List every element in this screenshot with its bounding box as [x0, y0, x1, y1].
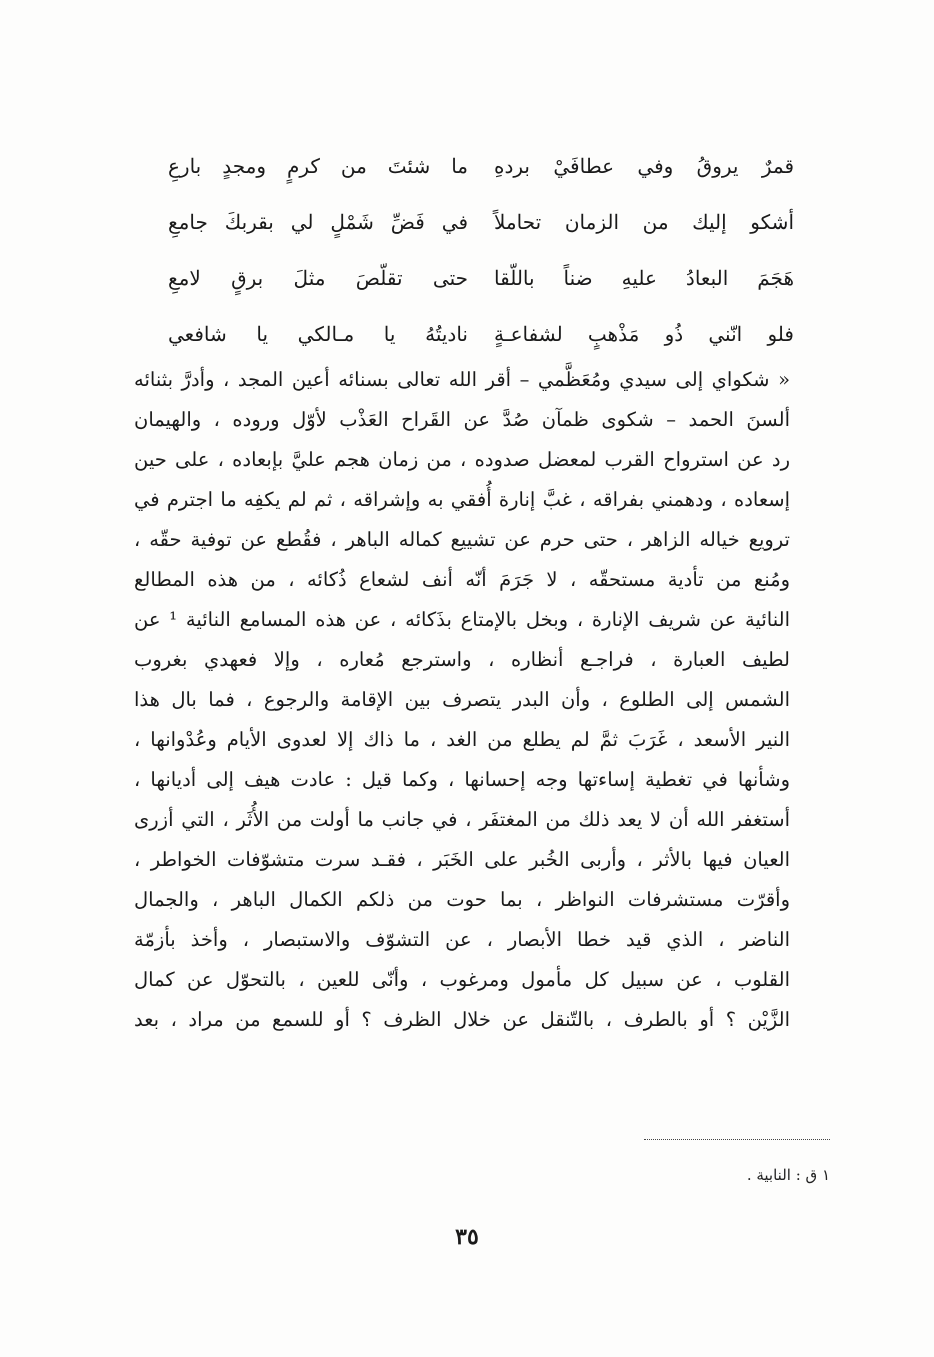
- prose-line: إسعاده ، ودهمني بفراقه ، غبَّ إنارة أُفقي به وإشراقه ، ثم لم يكفِه ما اجترم في: [134, 488, 790, 511]
- prose-line: القلوب ، عن سبيل كل مأمول ومرغوب ، وأنّى للعين ، بالتحوّل عن كمال: [134, 968, 790, 991]
- prose-line: ألسنَ الحمد – شكوى ظمآن صُدَّ عن القَراح العَذْب لأوّل وروده ، والهيمان: [134, 408, 790, 431]
- prose-line: النائية عن شريف الإنارة ، وبخل بالإمتاع بذَكائه ، عن هذه المسامع النائية ¹ عن: [134, 608, 790, 631]
- verse-3-first-hemistich: هَجَمَ البعادُ عليهِ ضناً باللّقا: [494, 266, 794, 290]
- verse-2: [168, 194, 794, 250]
- verse-1: [168, 138, 794, 194]
- prose-line: « شكواي إلى سيدي ومُعَظَّمي – أقر الله تعالى بسنائه أعين المجد ، وأدرَّ بثنائه: [134, 368, 790, 391]
- prose-line: الناضر ، الذي قيد خطا الأبصار ، عن التشوّف والاستبصار ، وأخذ بأزمّة: [134, 928, 790, 951]
- prose-line: ومُنع من تأدية مستحقّه ، لا جَرَمَ أنّه أنف لشعاع ذُكائه ، من هذه المطالع: [134, 568, 790, 591]
- prose-line: العيان فيها بالأثر ، وأربى الخُبر على الخَبَر ، فقـد سرت متشوّفات الخواطر ،: [134, 848, 790, 871]
- prose-line: رد عن استرواح القرب لمعضل صدوده ، من زمان هجم عليَّ بإبعاده ، على حين: [134, 448, 790, 471]
- prose-line: ترويع خياله الزاهر ، حتى حرم عن تشييع كماله الباهر ، فقُطع عن توفية حقّه ،: [134, 528, 790, 551]
- prose-line: الشمس إلى الطلوع ، وأن البدر يتصرف بين الإقامة والرجوع ، فما بال هذا: [134, 688, 790, 711]
- prose-line: أستغفر الله أن لا يعد ذلك من المغتفَر ، في جانب ما أولت من الأُثَر ، التي أزرى: [134, 808, 790, 831]
- verse-1-second-hemistich: ما شئتَ من كرمٍ ومجدٍ بارعِ: [168, 154, 468, 178]
- poem-block: [168, 138, 794, 362]
- prose-line: وشأنها في تغطية إساءتها وجه إحسانها ، وكما قيل : عادت هيف إلى أديانها ،: [134, 768, 790, 791]
- verse-2-first-hemistich: أشكو إليك من الزمان تحاملاً: [494, 210, 794, 234]
- footnote-divider: [644, 1139, 830, 1140]
- verse-1-first-hemistich: قمرٌ يروقُ وفي عطافَيْ بردهِ: [494, 154, 794, 178]
- verse-3: [168, 250, 794, 306]
- prose-line: النير الأسعد ، غَرَبَ ثمَّ لم يطلع من الغد ، ما ذاك إلا لعدوى الأيام وعُدْوانها ،: [134, 728, 790, 751]
- verse-4-second-hemistich: ناديتُهُ يا مـالكي يا شافعي: [168, 322, 468, 346]
- prose-line: لطيف العبارة ، فراجـع أنظاره ، واسترجع مُعاره ، وإلا فعهدي بغروب: [134, 648, 790, 671]
- page-number: ٣٥: [455, 1224, 479, 1250]
- verse-4: [168, 306, 794, 362]
- verse-4-first-hemistich: فلو انّني ذُو مَذْهبٍ لشفاعـةٍ: [494, 322, 794, 346]
- prose-line: وأقرّت مستشرفات النواظر ، بما حوت من ذلكم الكمال الباهر ، والجمال: [134, 888, 790, 911]
- footnote: ١ ق : النابية .: [746, 1166, 830, 1184]
- prose-line: الزَّيْن ؟ أو بالطرف ، بالتّنقل عن خلال الظرف ؟ أو للسمع من مراد ، بعد: [134, 1008, 790, 1031]
- verse-2-second-hemistich: في فَضِّ شَمْلٍ لي بقربكَ جامعِ: [168, 210, 468, 234]
- prose-paragraph: [134, 360, 790, 1040]
- verse-3-second-hemistich: حتى تقلّصَ مثلَ برقٍ لامعِ: [168, 266, 468, 290]
